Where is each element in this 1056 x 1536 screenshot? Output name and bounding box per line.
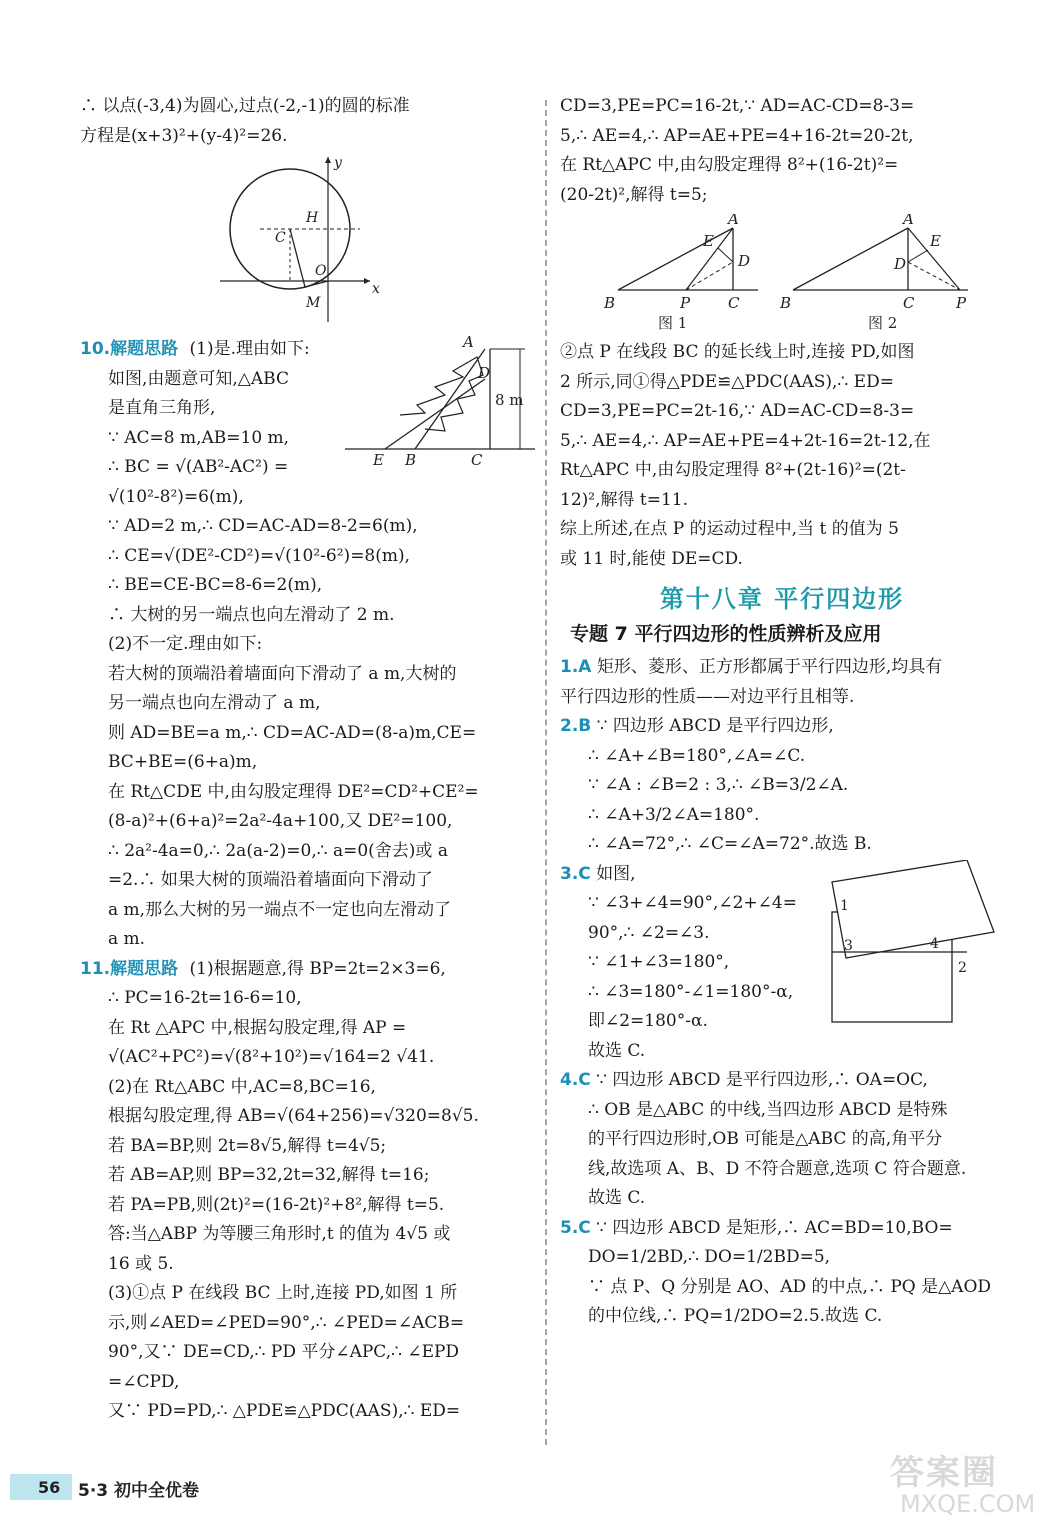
text-line: 故选 C. [588, 1040, 646, 1061]
question-number: 11. [80, 958, 111, 979]
question-number: 1.A [560, 657, 592, 677]
watermark-url: MXQE.COM [900, 1490, 1036, 1518]
text-line: ∵ ∠A : ∠B=2 : 3,∴ ∠B=3/2∠A. [588, 775, 849, 795]
question-11 [80, 955, 532, 1427]
text-line: 故选 C. [588, 1188, 646, 1208]
figure-1 [603, 214, 758, 332]
text-line: ∴ ∠A+3/2∠A=180°. [588, 804, 760, 825]
text-line: ∴ OB 是△ABC 的中线,当四边形 ABCD 是特殊 [588, 1099, 948, 1120]
hint-tag: 解题思路 [110, 339, 179, 359]
text-line: (1)根据题意,得 BP=2t=2×3=6, [184, 958, 446, 979]
angle-label-4: 4 [930, 935, 939, 952]
point-label-c: C [275, 230, 286, 246]
text-line: a m,那么大树的另一端点不一定也向左滑动了 [108, 899, 452, 920]
text-line: 另一端点也向左滑动了 a m, [108, 693, 321, 713]
question-1 [560, 653, 1004, 712]
tree-figure [345, 335, 545, 465]
text-line: 或 11 时,能使 DE=CD. [560, 548, 743, 569]
text-line: ②点 P 在线段 BC 的延长线上时,连接 PD,如图 [560, 342, 915, 362]
point-label-o: O [315, 263, 327, 279]
point-label-d: D [894, 255, 907, 273]
triangle-figures [578, 214, 998, 332]
text-line: ∵ 四边形 ABCD 是平行四边形,∴ OA=OC, [590, 1070, 928, 1090]
angle-label-3: 3 [844, 937, 853, 954]
text-line: 矩形、菱形、正方形都属于平行四边形,均具有 [591, 657, 943, 677]
text-line: 在 Rt △APC 中,根据勾股定理,得 AP = [108, 1017, 407, 1038]
text-line: 是直角三角形, [108, 398, 216, 418]
point-label-d: D [478, 364, 491, 382]
point-label-p: P [956, 294, 967, 312]
angle-label-2: 2 [958, 959, 967, 976]
text-line: 的中位线,∴ PQ=1/2DO=2.5.故选 C. [588, 1306, 883, 1326]
watermark-logo: 答案圈 [890, 1453, 998, 1493]
text-line: ∴ BE=CE-BC=8-6=2(m), [108, 575, 323, 595]
point-label-d: D [738, 252, 751, 270]
chapter-title: 第十八章 平行四边形 [659, 584, 905, 613]
text-line: ∵ 点 P、Q 分别是 AO、AD 的中点,∴ PQ 是△AOD [588, 1276, 992, 1297]
text-line: =∠CPD, [108, 1371, 180, 1392]
axis-label-x: x [372, 281, 380, 297]
text-line: 示,则∠AED=∠PED=90°,∴ ∠PED=∠ACB= [108, 1312, 465, 1333]
text-line: (2)不一定.理由如下: [108, 634, 263, 654]
question-2 [560, 712, 1004, 860]
text-line: (1)是.理由如下: [184, 339, 310, 359]
text-line: 若 BA=BP,则 2t=8√5,解得 t=4√5; [108, 1135, 387, 1156]
question-number: 10. [80, 339, 111, 359]
text-line: =2.∴ 如果大树的顶端沿着墙面向下滑动了 [108, 870, 433, 890]
text-line: √(10²-8²)=6(m), [108, 486, 244, 507]
text-line: 在 Rt△APC 中,由勾股定理得 8²+(16-2t)²= [560, 155, 899, 175]
text-line: ∵ 四边形 ABCD 是矩形,∴ AC=BD=10,BO= [590, 1217, 953, 1238]
question-5 [560, 1214, 1004, 1332]
text-line: ∴ ∠A+∠B=180°,∠A=∠C. [588, 745, 806, 766]
text-line: BC+BE=(6+a)m, [108, 752, 258, 772]
question-10 [80, 335, 532, 955]
figure-caption: 图 1 [658, 314, 688, 332]
point-label-c: C [728, 294, 740, 312]
point-label-b: B [780, 294, 792, 312]
text-line: 线,故选项 A、B、D 不符合题意,选项 C 符合题意. [588, 1158, 967, 1179]
text-line: ∵ ∠3+∠4=90°,∠2+∠4= [588, 893, 797, 913]
text-line: CD=3,PE=PC=16-2t,∵ AD=AC-CD=8-3= [560, 96, 915, 116]
length-label: 8 m [495, 391, 524, 409]
text-line: ∵ AD=2 m,∴ CD=AC-AD=8-2=6(m), [108, 516, 418, 536]
text-line: 答:当△ABP 为等腰三角形时,t 的值为 4√5 或 [108, 1224, 451, 1244]
text-line: 90°,∴ ∠2=∠3. [588, 922, 710, 943]
text-line: 90°,又∵ DE=CD,∴ PD 平分∠APC,∴ ∠EPD [108, 1342, 460, 1362]
point-label-e: E [373, 451, 384, 465]
point-label-e: E [703, 232, 714, 250]
text-line: ∵ AC=8 m,AB=10 m, [108, 427, 290, 448]
text-line: 5,∴ AE=4,∴ AP=AE+PE=4+16-2t=20-2t, [560, 125, 914, 146]
text-line: ∵ ∠1+∠3=180°, [588, 952, 730, 972]
text-line: 如图,由题意可知,△ABC [108, 368, 289, 389]
text-line: ∴ PC=16-2t=16-6=10, [108, 988, 302, 1008]
text-line: ∴ ∠3=180°-∠1=180°-α, [588, 981, 794, 1002]
hint-tag: 解题思路 [110, 958, 179, 979]
text-line: 的平行四边形时,OB 可能是△ABC 的高,角平分 [588, 1129, 943, 1149]
topic-title: 专题 7 平行四边形的性质辨析及应用 [570, 622, 882, 645]
figure-2 [779, 214, 968, 332]
point-label-h: H [306, 210, 319, 226]
column-divider [545, 100, 547, 1445]
text-line: 方程是(x+3)²+(y-4)²=26. [80, 125, 288, 146]
point-label-c: C [471, 451, 483, 465]
text-line: (3)①点 P 在线段 BC 上时,连接 PD,如图 1 所 [108, 1283, 458, 1303]
angle-label-1: 1 [840, 897, 849, 914]
text-line: 若大树的顶端沿着墙面向下滑动了 a m,大树的 [108, 663, 457, 684]
text-line: (8-a)²+(6+a)²=2a²-4a+100,又 DE²=100, [108, 811, 453, 831]
point-label-p: P [680, 294, 691, 312]
point-label-c: C [903, 294, 915, 312]
question-4 [560, 1066, 1004, 1214]
text-line: 如图, [590, 863, 636, 884]
text-line: CD=3,PE=PC=2t-16,∵ AD=AC-CD=8-3= [560, 401, 915, 421]
text-line: ∵ 四边形 ABCD 是平行四边形, [591, 716, 834, 736]
point-label-b: B [405, 451, 417, 465]
text-line: √(AC²+PC²)=√(8²+10²)=√164=2 √41. [108, 1047, 435, 1067]
text-line: 12)²,解得 t=11. [560, 489, 688, 510]
text-line: 平行四边形的性质——对边平行且相等. [560, 686, 855, 707]
text-line: Rt△APC 中,由勾股定理得 8²+(2t-16)²=(2t- [560, 460, 906, 480]
page-number: 56 [38, 1478, 61, 1497]
point-label-a: A [728, 214, 739, 228]
text-line: DO=1/2BD,∴ DO=1/2BD=5, [588, 1247, 831, 1267]
text-line: ∴ 以点(-3,4)为圆心,过点(-2,-1)的圆的标准 [80, 96, 410, 116]
point-label-a: A [903, 214, 914, 228]
question-number: 5.C [560, 1217, 591, 1238]
question-number: 4.C [560, 1070, 591, 1090]
left-column [80, 92, 532, 1427]
text-line: 综上所述,在点 P 的运动过程中,当 t 的值为 5 [560, 519, 899, 539]
text-line: ∴ BC = √(AB²-AC²) = [108, 457, 289, 477]
point-label-m: M [306, 295, 321, 311]
text-line: 又∵ PD=PD,∴ △PDE≌△PDC(AAS),∴ ED= [108, 1401, 461, 1421]
text-line: 16 或 5. [108, 1253, 174, 1274]
text-line: ∴ 2a²-4a=0,∴ 2a(a-2)=0,∴ a=0(舍去)或 a [108, 840, 448, 861]
question-number: 3.C [560, 863, 591, 884]
point-label-b: B [604, 294, 616, 312]
book-series: 5·3 初中全优卷 [78, 1481, 200, 1501]
circle-figure [220, 157, 400, 327]
axis-label-y: y [334, 157, 342, 171]
text-line: 根据勾股定理,得 AB=√(64+256)=√320=8√5. [108, 1106, 479, 1126]
figure-caption: 图 2 [868, 314, 898, 332]
text-line: 则 AD=BE=a m,∴ CD=AC-AD=(8-a)m,CE= [108, 722, 477, 743]
question-number: 2.B [560, 716, 592, 736]
text-line: ∴ CE=√(DE²-CD²)=√(10²-6²)=8(m), [108, 545, 411, 566]
rectangle-figure [822, 860, 1002, 1025]
text-line: ∴ 大树的另一端点也向左滑动了 2 m. [108, 604, 395, 625]
text-line: 若 AB=AP,则 BP=32,2t=32,解得 t=16; [108, 1165, 430, 1185]
text-line: 即∠2=180°-α. [588, 1011, 708, 1031]
question-3 [560, 860, 1004, 1067]
text-line: 若 PA=PB,则(2t)²=(16-2t)²+8²,解得 t=5. [108, 1194, 445, 1215]
text-line: 在 Rt△CDE 中,由勾股定理得 DE²=CD²+CE²= [108, 781, 479, 802]
right-column [560, 92, 1004, 1332]
text-line: (20-2t)²,解得 t=5; [560, 184, 708, 205]
text-line: a m. [108, 929, 146, 949]
point-label-e: E [930, 232, 941, 250]
text-line: (2)在 Rt△ABC 中,AC=8,BC=16, [108, 1076, 376, 1097]
text-line: ∴ ∠A=72°,∴ ∠C=∠A=72°.故选 B. [588, 834, 872, 854]
text-line: 5,∴ AE=4,∴ AP=AE+PE=4+2t-16=2t-12,在 [560, 430, 931, 451]
point-label-a: A [463, 335, 474, 351]
text-line: 2 所示,同①得△PDE≌△PDC(AAS),∴ ED= [560, 371, 894, 392]
